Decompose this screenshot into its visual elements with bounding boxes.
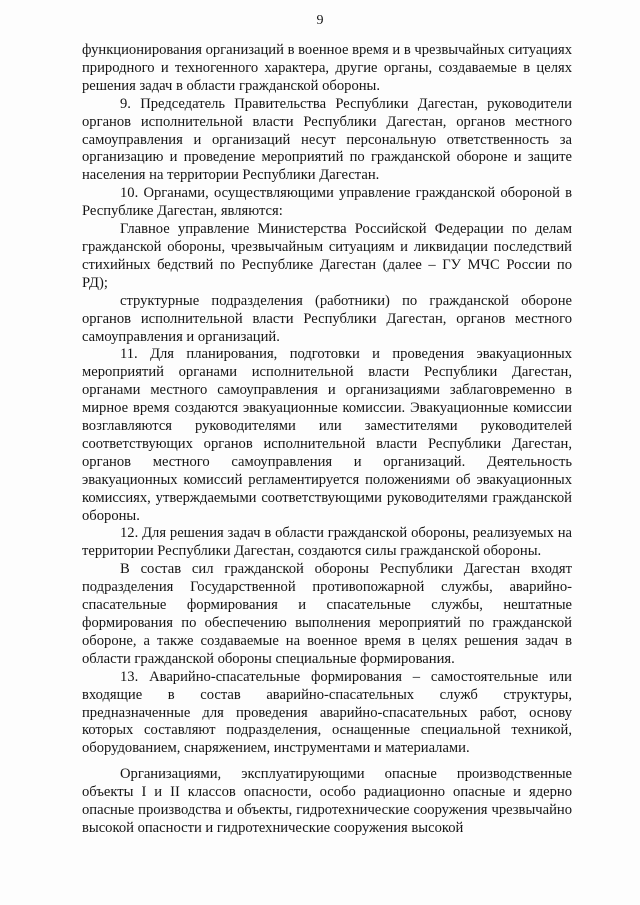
paragraph: 13. Аварийно-спасательные формирования – самостоятельные или входящие в состав аварийно-спасательных служб структуры, предназначенные для проведения аварийно-спасательных работ, основу которых составляют подразделения, оснащенные специальной техникой, оборудованием, снаряжением, инструментами и материалами. [82, 668, 572, 757]
paragraph: Главное управление Министерства Российской Федерации по делам гражданской обороны, чрезвычайным ситуациям и ликвидации последствий стихийных бедствий по Республике Дагестан (далее – ГУ МЧС России по РД); [82, 221, 572, 291]
paragraph: В состав сил гражданской обороны Республики Дагестан входят подразделения Государственной противопожарной службы, аварийно-спасательные формирования и спасательные службы, нештатные формирования по обеспечению выполнения мероприятий по гражданской обороне, а также создаваемые на военное время в целях решения задач в области гражданской обороны специальные формирования. [82, 561, 572, 667]
page-number: 9 [316, 13, 324, 28]
paragraph: 9. Председатель Правительства Республики Дагестан, руководители органов исполнительной власти Республики Дагестан, органов местного самоуправления и организаций несут персональную ответственность за организацию и проведение мероприятий по гражданской обороне и защите населения на территории Республики Дагестан. [82, 95, 572, 184]
paragraph: 11. Для планирования, подготовки и проведения эвакуационных мероприятий органами исполнительной власти Республики Дагестан, органами местного самоуправления и организациями заблаговременно в мирное время создаются эвакуационные комиссии. Эвакуационные комиссии возглавляются руководителями или заместителями руководителей соответствующих органов исполнительной власти Республики Дагестан, органов местного самоуправления и организаций. Деятельность эвакуационных комиссий регламентируется положениями об эвакуационных комиссиях, утверждаемыми соответствующими руководителями гражданской обороны. [82, 346, 572, 524]
paragraph: Организациями, эксплуатирующими опасные производственные объекты I и II классов опасности, особо радиационно опасные и ядерно опасные производства и объекты, гидротехнические сооружения чрезвычайно высокой опасности и гидротехнические сооружения высокой [82, 766, 572, 836]
paragraph: 12. Для решения задач в области гражданской обороны, реализуемых на территории Республики Дагестан, создаются силы гражданской обороны. [82, 525, 572, 560]
paragraph: функционирования организаций в военное время и в чрезвычайных ситуациях природного и техногенного характера, другие органы, создаваемые в целях решения задач в области гражданской обороны. [82, 42, 572, 94]
document-body [82, 42, 572, 838]
paragraph: структурные подразделения (работники) по гражданской обороне органов исполнительной власти Республики Дагестан, органов местного самоуправления и организаций. [82, 292, 572, 345]
paragraph: 10. Органами, осуществляющими управление гражданской обороной в Республике Дагестан, являются: [82, 185, 572, 220]
